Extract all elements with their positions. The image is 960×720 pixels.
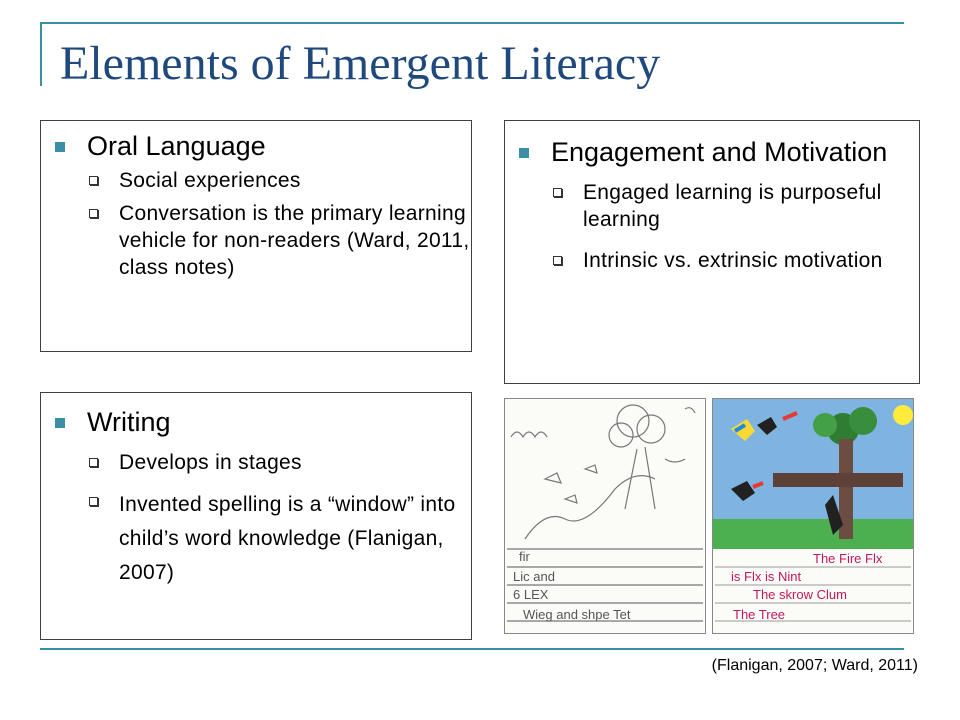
- drawing-left-line-2: Lic and: [513, 569, 555, 584]
- pencil-drawing-illustration: [505, 399, 705, 633]
- bottom-rule: [40, 648, 904, 650]
- engagement-box: [504, 120, 920, 384]
- writing-point-2: Invented spelling is a “window” into child’s word knowledge (Flanigan, 2007): [41, 488, 471, 590]
- writing-heading: Writing: [41, 405, 471, 439]
- drawing-left-line-1: fir: [519, 549, 530, 564]
- child-drawing-left: [504, 398, 706, 634]
- drawing-left-line-3: 6 LEX: [513, 587, 549, 602]
- engagement-heading: Engagement and Motivation: [505, 135, 919, 169]
- oral-point-1: Social experiences: [41, 167, 471, 194]
- drawing-right-line-1: The Fire Flx: [813, 551, 883, 566]
- oral-language-box: [40, 120, 472, 352]
- crayon-drawing-illustration: [713, 399, 913, 633]
- drawing-right-line-4: The Tree: [733, 607, 786, 622]
- engagement-point-1: Engaged learning is purposeful learning: [505, 179, 919, 233]
- engagement-point-2: Intrinsic vs. extrinsic motivation: [505, 247, 919, 274]
- writing-box: [40, 392, 472, 640]
- slide-title: Elements of Emergent Literacy: [60, 37, 661, 90]
- citation: (Flanigan, 2007; Ward, 2011): [711, 657, 918, 674]
- child-drawing-right: [712, 398, 914, 634]
- writing-point-1: Develops in stages: [41, 449, 471, 476]
- drawing-right-line-3: The skrow Clum: [753, 587, 847, 602]
- oral-point-2: Conversation is the primary learning vehicle for non-readers (Ward, 2011, class notes): [41, 200, 471, 281]
- left-rule: [40, 22, 42, 86]
- drawing-left-line-4: Wieg and shpe Tet: [523, 607, 631, 622]
- oral-language-heading: Oral Language: [41, 129, 471, 163]
- top-rule: [40, 22, 904, 24]
- drawing-right-line-2: is Flx is Nint: [731, 569, 802, 584]
